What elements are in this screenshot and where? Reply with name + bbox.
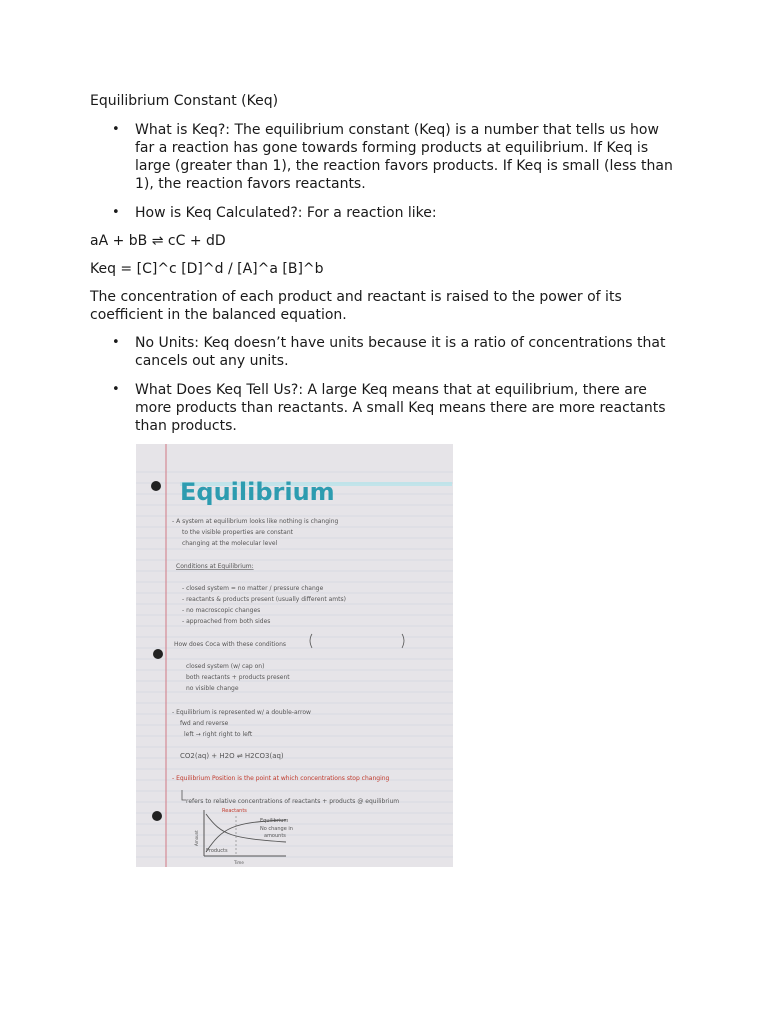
note-line: Conditions at Equilibrium: [176, 563, 254, 570]
note-line: - closed system = no matter / pressure change [182, 585, 324, 592]
notebook-graph [194, 808, 293, 865]
list-item: • What Does Keq Tell Us?: A large Keq means that at equilibrium, there are more products than reactants. A small Keq means there are more reactants than products. [90, 381, 680, 435]
note-line: - Equilibrium is represented w/ a double-arrow [172, 709, 311, 716]
note-line: to the visible properties are constant [182, 529, 293, 536]
note-line: - A system at equilibrium looks like nothing is changing [172, 518, 339, 525]
punch-hole [152, 811, 162, 821]
note-line: - Equilibrium Position is the point at which concentrations stop changing [172, 775, 390, 782]
notebook-photo [136, 444, 453, 867]
note-line: How does Coca with these conditions [174, 641, 287, 648]
graph-label-y: Amount [194, 830, 199, 846]
note-line: - approached from both sides [182, 618, 271, 625]
punch-hole [151, 481, 161, 491]
note-line: changing at the molecular level [182, 540, 278, 547]
list-item: • No Units: Keq doesn’t have units because it is a ratio of concentrations that cancels out any units. [90, 334, 680, 370]
note-line: both reactants + products present [186, 674, 290, 681]
punch-hole [153, 649, 163, 659]
graph-label-reactants: Reactants [222, 808, 247, 814]
concentration-paragraph: The concentration of each product and reactant is raised to the power of its coefficient in the balanced equation. [90, 289, 622, 323]
notebook-heading: Equilibrium [180, 478, 335, 506]
graph-note: Equilibrium [260, 818, 289, 824]
graph-label-x: Time [234, 860, 244, 865]
note-line: refers to relative concentrations of reactants + products @ equilibrium [186, 798, 400, 805]
keq-equation: Keq = [C]^c [D]^d / [A]^a [B]^b [90, 261, 324, 277]
notebook-page-image [136, 444, 453, 867]
document-title: Equilibrium Constant (Keq) [90, 93, 279, 109]
bullet-list-1 [90, 121, 680, 222]
list-item: • How is Keq Calculated?: For a reaction like: [90, 204, 680, 222]
note-line: no visible change [186, 685, 239, 692]
note-line: closed system (w/ cap on) [186, 663, 265, 670]
note-line: - no macroscopic changes [182, 607, 261, 614]
note-line: - reactants & products present (usually different amts) [182, 596, 346, 603]
reaction-equation: aA + bB ⇌ cC + dD [90, 233, 226, 249]
list-item: • What is Keq?: The equilibrium constant (Keq) is a number that tells us how far a reaction has gone towards forming products at equilibrium. If Keq is large (greater than 1), the reaction favors products. If Keq is small (less than 1), the reaction favors reactants. [90, 121, 680, 193]
note-line: left → right right to left [184, 731, 253, 738]
document-body [90, 92, 680, 435]
note-line: CO2(aq) + H2O ⇌ H2CO3(aq) [180, 752, 284, 760]
note-line: fwd and reverse [180, 720, 229, 727]
graph-note: No change in [260, 826, 293, 832]
graph-note: amounts [264, 833, 286, 839]
bullet-list-2 [90, 334, 680, 435]
graph-label-products: Products [206, 848, 228, 854]
